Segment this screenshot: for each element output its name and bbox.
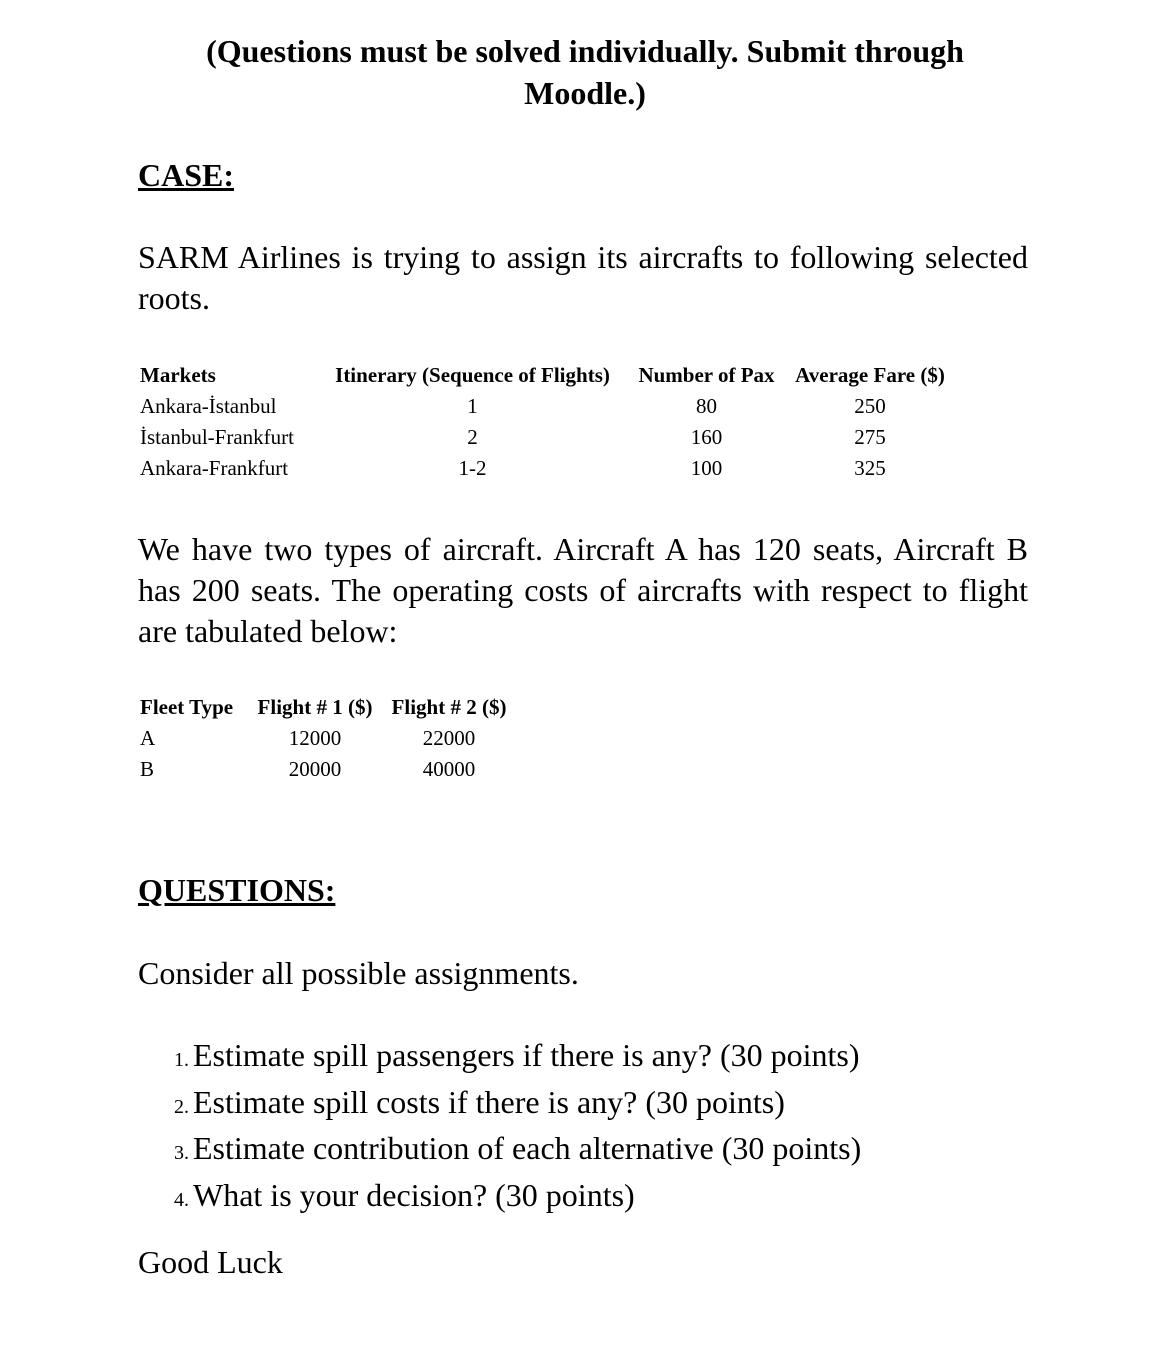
fleet-type-cell: B [140,757,155,781]
aircraft-paragraph: We have two types of aircraft. Aircraft A has 120 seats, Aircraft B has 200 seats. The operating costs of aircrafts with respect to flight are tabulated below: [138,531,1028,649]
case-intro-paragraph: SARM Airlines is trying to assign its aircrafts to following selected roots. [138,239,1028,316]
question-text: Estimate spill costs if there is any? (30 points) [193,1083,785,1120]
market-cell: İstanbul-Frankfurt [140,425,294,449]
markets-table [140,360,955,484]
question-text: Estimate contribution of each alternative (30 points) [193,1130,862,1166]
document-header [0,30,1170,114]
fleet-type-cell: A [140,726,156,750]
pax-cell: 80 [696,394,717,418]
pax-cell: 160 [690,425,723,449]
header-line-1: (Questions must be solved individually. Submit through [206,33,964,69]
flight1-col-header: Flight # 1 ($) [257,695,373,719]
question-number: 2. [174,1095,189,1118]
question-number: 4. [174,1188,189,1211]
case-title: CASE: [138,157,235,193]
itinerary-cell: 1-2 [458,456,487,480]
table-row [140,391,955,422]
fare-cell: 275 [854,425,886,449]
list-item [138,1035,861,1082]
fare-cell: 250 [854,394,886,418]
questions-list [138,1035,861,1221]
itinerary-col-header: Itinerary (Sequence of Flights) [335,363,610,387]
list-item [138,1082,861,1129]
markets-table-header-row [140,360,955,391]
flight1-cost-cell: 20000 [288,757,342,781]
closing-text: Good Luck [138,1244,283,1280]
flight2-cost-cell: 22000 [422,726,476,750]
itinerary-cell: 1 [467,394,478,418]
table-row [140,754,516,785]
question-text: Estimate spill passengers if there is any? (30 points) [193,1037,860,1073]
market-cell: Ankara-İstanbul [140,394,277,418]
questions-title: QUESTIONS: [138,872,336,908]
market-cell: Ankara-Frankfurt [140,456,289,480]
list-item [138,1128,861,1175]
flight2-col-header: Flight # 2 ($) [391,695,507,719]
header-line-2: Moodle.) [524,75,646,111]
pax-cell: 100 [690,456,723,480]
questions-intro: Consider all possible assignments. [138,955,579,991]
table-row [140,422,955,453]
markets-col-header: Markets [140,363,216,387]
question-text: What is your decision? (30 points) [193,1176,635,1213]
pax-col-header: Number of Pax [638,363,775,387]
flight1-cost-cell: 12000 [288,726,342,750]
question-number: 1. [174,1049,189,1071]
question-number: 3. [174,1142,189,1164]
fare-col-header: Average Fare ($) [795,363,945,387]
table-row [140,723,516,754]
flight2-cost-cell: 40000 [422,757,476,781]
fleet-type-col-header: Fleet Type [140,695,234,719]
fare-cell: 325 [854,456,886,480]
fleet-cost-table [140,692,516,785]
list-item [138,1175,861,1222]
table-row [140,453,955,484]
itinerary-cell: 2 [467,425,478,449]
fleet-table-header-row [140,692,516,723]
